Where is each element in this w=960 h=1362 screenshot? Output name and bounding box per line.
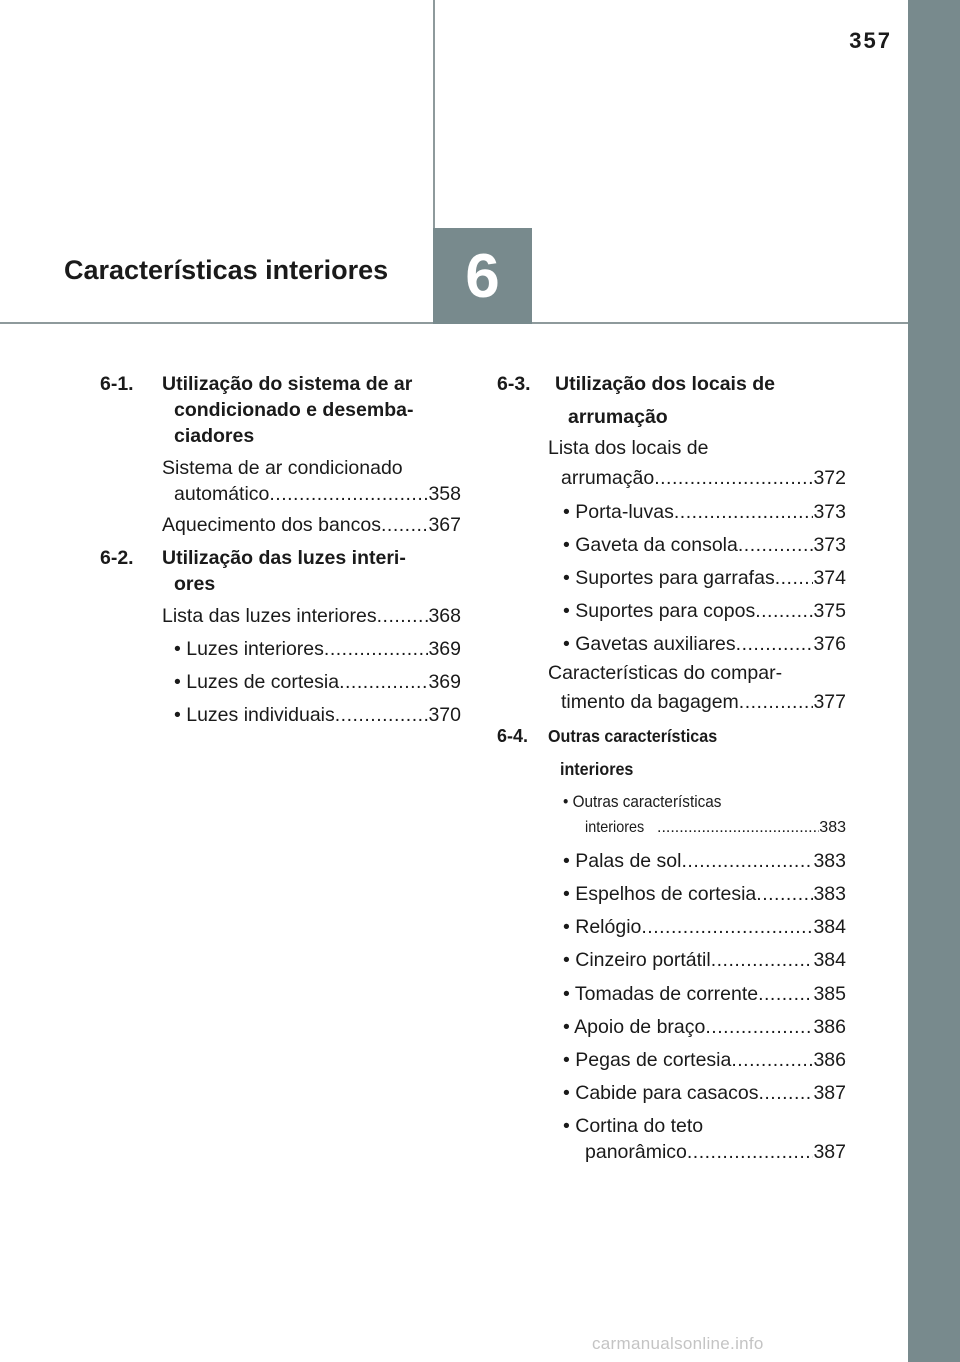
toc-page-number: 386 [813,1016,846,1038]
toc-entry-clock[interactable] [563,914,846,940]
toc-entry-armrest[interactable] [563,1014,846,1040]
toc-page-number: 377 [813,691,846,713]
toc-page-number: 387 [813,1082,846,1104]
section-title-6-4-line2[interactable]: interiores [560,759,634,779]
toc-entry-title: • Pegas de cortesia [563,1049,732,1071]
toc-entry-title: • Luzes de cortesia [174,671,340,693]
toc-entry-title: panorâmico [585,1141,687,1163]
toc-entry-title: • Porta-luvas [563,501,674,523]
toc-entry-ac[interactable] [174,481,461,507]
section-number-6-3[interactable]: 6-3. [497,373,531,395]
toc-entry-title: Lista das luzes interiores [162,605,377,627]
toc-entry-assist-grips[interactable] [563,1047,846,1073]
toc-entry-title: Aquecimento dos bancos [162,514,381,536]
toc-entry-other-features[interactable] [585,815,846,841]
toc-page-number: 367 [428,514,461,536]
page-number: 357 [849,28,892,53]
toc-page-number: 372 [813,467,846,489]
toc-entry-title: • Espelhos de cortesia [563,883,757,905]
toc-page-number: 384 [813,949,846,971]
toc-entry-auxiliary-boxes[interactable] [563,631,846,657]
toc-page-number: 383 [813,883,846,905]
toc-entry-seat-heating[interactable] [162,512,461,538]
section-number-6-1[interactable]: 6-1. [100,373,134,395]
toc-page-number: 383 [813,850,846,872]
toc-page-number: 358 [428,483,461,505]
toc-entry-bottle-holders[interactable] [563,565,846,591]
chapter-side-bar [908,0,960,1362]
toc-entry-title: • Apoio de braço [563,1016,706,1038]
toc-page-number: 383 [819,819,846,836]
toc-page-number: 384 [813,916,846,938]
toc-entry-storage-list[interactable] [561,465,846,491]
toc-entry-title: • Cinzeiro portátil [563,949,711,971]
toc-entry-roof-shade[interactable] [585,1139,846,1165]
toc-entry-title: • Suportes para garrafas [563,567,775,589]
toc-page-number: 373 [813,534,846,556]
toc-entry-ac-line1[interactable]: Sistema de ar condicionado [162,457,403,479]
toc-entry-storage-list-line1[interactable]: Lista dos locais de [548,437,709,459]
section-number-6-2[interactable]: 6-2. [100,547,134,569]
toc-page-number: 387 [813,1141,846,1163]
toc-entry-title: timento da bagagem [561,691,739,713]
toc-page-number: 369 [428,671,461,693]
toc-entry-luggage[interactable] [561,689,846,715]
toc-page-number: 386 [813,1049,846,1071]
vertical-divider [433,0,435,228]
section-title-6-1-line3[interactable]: ciadores [174,425,255,447]
toc-entry-interior-lights[interactable] [174,636,461,662]
toc-entry-coat-hooks[interactable] [563,1080,846,1106]
section-title-6-4-line1[interactable]: Outras características [548,726,718,746]
chapter-title: Características interiores [64,255,389,285]
toc-entry-roof-shade-line1[interactable]: • Cortina do teto [563,1115,704,1137]
toc-entry-cup-holders[interactable] [563,598,846,624]
section-title-6-1-line2[interactable]: condicionado e desemba- [174,399,414,421]
toc-entry-power-outlets[interactable] [563,981,846,1007]
toc-entry-ashtray[interactable] [563,947,846,973]
section-title-6-1-line1[interactable]: Utilização do sistema de ar [162,373,413,395]
toc-entry-console-box[interactable] [563,532,846,558]
toc-entry-title: • Luzes individuais [174,704,335,726]
toc-page-number: 375 [813,600,846,622]
toc-page-number: 373 [813,501,846,523]
toc-entry-title: interiores [585,819,645,836]
toc-page-number: 376 [813,633,846,655]
toc-entry-glove-box[interactable] [563,499,846,525]
toc-entry-interior-lights-list[interactable] [162,603,461,629]
section-title-6-2-line2[interactable]: ores [174,573,216,595]
toc-page-number: 369 [428,638,461,660]
toc-entry-individual-lights[interactable] [174,702,461,728]
toc-page-number: 374 [813,567,846,589]
toc-entry-title: • Gaveta da consola [563,534,738,556]
section-title-6-2-line1[interactable]: Utilização das luzes interi- [162,547,406,569]
toc-entry-title: • Tomadas de corrente [563,983,759,1005]
toc-entry-courtesy-lights[interactable] [174,669,461,695]
toc-entry-other-features-line1[interactable]: • Outras características [563,792,722,811]
toc-entry-title: arrumação [561,467,655,489]
toc-page-number: 368 [428,605,461,627]
toc-page-number: 385 [813,983,846,1005]
toc-entry-sun-visors[interactable] [563,848,846,874]
section-title-6-3-line1[interactable]: Utilização dos locais de [555,373,775,395]
section-number-6-4[interactable]: 6-4. [497,726,529,746]
toc-entry-title: automático [174,483,270,505]
toc-entry-luggage-line1[interactable]: Características do compar- [548,662,783,684]
toc-entry-title: • Cabide para casacos [563,1082,759,1104]
watermark: carmanualsonline.info [592,1334,764,1353]
toc-page-number: 370 [428,704,461,726]
toc-entry-title: • Palas de sol [563,850,682,872]
toc-entry-title: • Suportes para copos [563,600,756,622]
toc-entry-title: • Gavetas auxiliares [563,633,736,655]
toc-entry-title: • Relógio [563,916,642,938]
chapter-number: 6 [465,241,500,311]
chapter-number-box [433,228,532,324]
section-title-6-3-line2[interactable]: arrumação [568,406,668,428]
toc-entry-vanity-mirrors[interactable] [563,881,846,907]
toc-entry-title: • Luzes interiores [174,638,324,660]
